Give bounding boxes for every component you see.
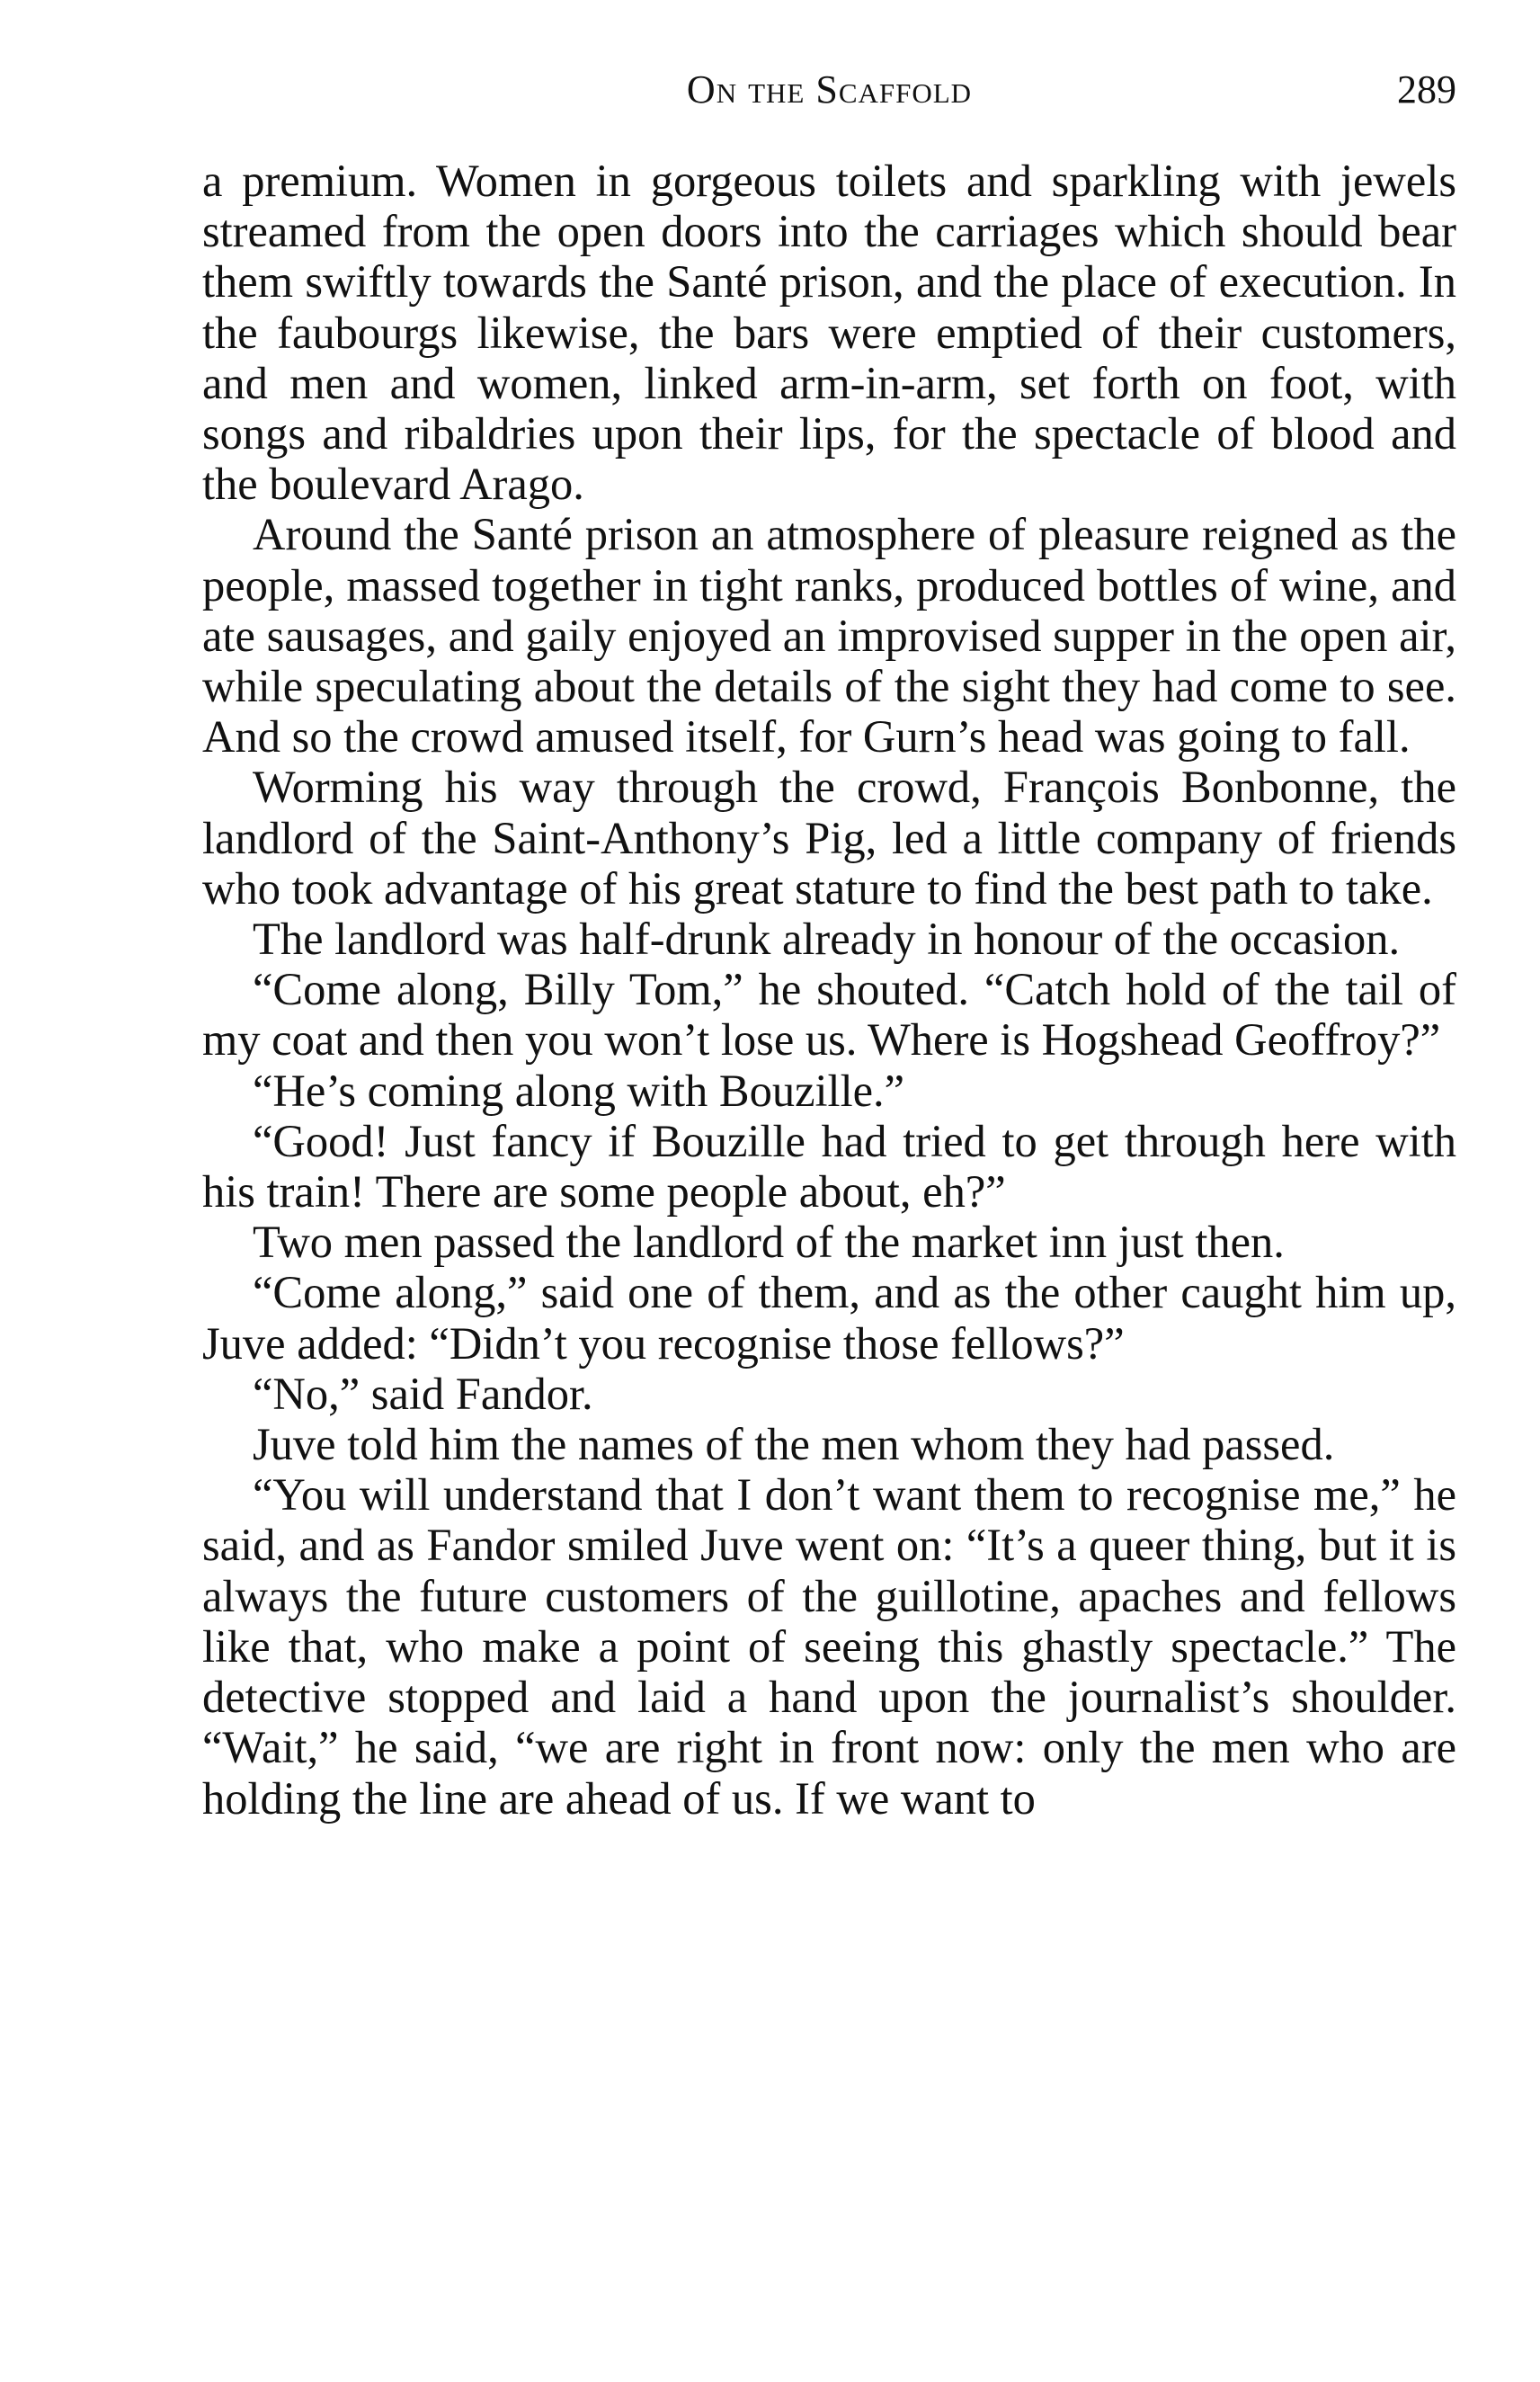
paragraph: Juve told him the names of the men whom they had passed. <box>253 1419 1335 1470</box>
paragraph: The landlord was half-drunk already in honour of the occasion. <box>253 914 1401 965</box>
paragraph: “He’s coming along with Bouzille.” <box>253 1065 905 1116</box>
paragraph: “No,” said Fandor. <box>253 1368 593 1419</box>
paragraph: “Come along,” said one of them, and as the other caught him up, Juve added: “Didn’t you recognise those fellows?” <box>202 1267 1456 1369</box>
paragraph: “Come along, Billy Tom,” he shouted. “Catch hold of the tail of my coat and then you won’t lose us. Where is Hogshead Geoffroy?” <box>202 964 1456 1066</box>
body-text <box>202 156 1456 1824</box>
page-number: 289 <box>1397 67 1456 112</box>
running-head <box>202 63 1456 117</box>
paragraph: a premium. Women in gorgeous toilets and sparkling with jewels streamed from the open doors into the carriages which should bear them swiftly towards the Santé prison, and the place of execution. In the faubourgs likewise, the bars were emptied of their customers, and men and women, linked arm-in-arm, set forth on foot, with songs and ribaldries upon their lips, for the spectacle of blood and the boulevard Arago. <box>202 156 1456 510</box>
paragraph: Around the Santé prison an atmosphere of pleasure reigned as the people, massed together in tight ranks, produced bottles of wine, and ate sausages, and gaily enjoyed an improvised supper in the open air, while speculating about the details of the sight they had come to see. And so the crowd amused itself, for Gurn’s head was going to fall. <box>202 509 1456 763</box>
paragraph: “Good! Just fancy if Bouzille had tried to get through here with his train! There are some people about, eh?” <box>202 1115 1456 1218</box>
running-title: On the Scaffold <box>686 67 973 112</box>
paragraph: Worming his way through the crowd, François Bonbonne, the landlord of the Saint-Anthony’s Pig, led a little company of friends who took advantage of his great stature to find the best path to take. <box>202 762 1456 914</box>
paragraph: “You will understand that I don’t want them to recognise me,” he said, and as Fandor smiled Juve went on: “It’s a queer thing, but it is always the future customers of the guillotine, apaches and fellows like that, who make a point of seeing this ghastly spectacle.” The detective stopped and laid a hand upon the journalist’s shoulder. “Wait,” he said, “we are right in front now: only the men who are holding the line are ahead of us. If we want to <box>202 1469 1456 1824</box>
paragraph: Two men passed the landlord of the market inn just then. <box>253 1217 1285 1268</box>
